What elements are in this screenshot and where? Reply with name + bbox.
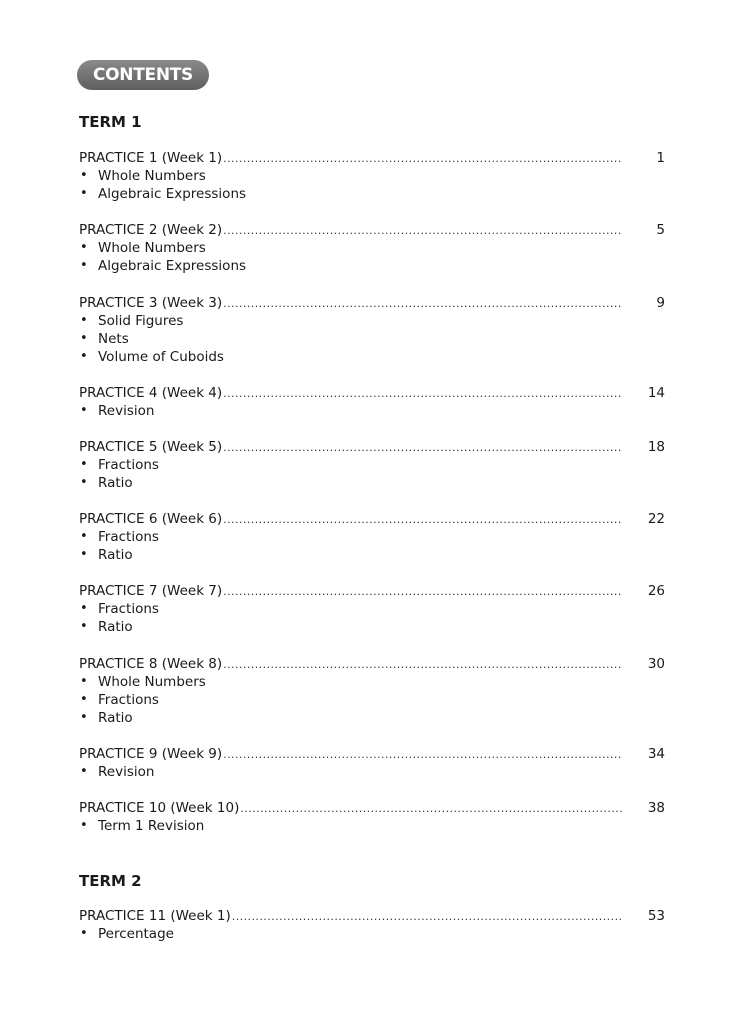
toc-entry-title: PRACTICE 3 (Week 3) — [79, 295, 223, 311]
topic-item: • Fractions — [80, 457, 159, 473]
toc-page-number: 53 — [647, 908, 665, 924]
toc-entry-line — [79, 655, 665, 673]
bullet-icon: • — [80, 529, 88, 544]
toc-entry — [79, 510, 665, 564]
topic-item: • Ratio — [80, 710, 133, 726]
toc-page-number: 5 — [656, 222, 665, 238]
bullet-icon: • — [80, 258, 88, 273]
topic-item: • Percentage — [80, 926, 174, 942]
bullet-icon: • — [80, 186, 88, 201]
topic-item: • Term 1 Revision — [80, 818, 205, 834]
topic-list — [79, 402, 665, 420]
toc-entry-line — [79, 582, 665, 600]
dot-leader — [240, 800, 623, 818]
toc-entry-line — [79, 149, 665, 167]
bullet-icon: • — [80, 710, 88, 725]
bullet-icon: • — [80, 457, 88, 472]
bullet-icon: • — [80, 601, 88, 616]
topic-item: • Ratio — [80, 619, 133, 635]
bullet-icon: • — [80, 168, 88, 183]
bullet-icon: • — [80, 619, 88, 634]
topic-list — [79, 763, 665, 781]
toc-entry-line — [79, 799, 665, 817]
bullet-icon: • — [80, 313, 88, 328]
dot-leader — [232, 908, 623, 926]
term-heading: TERM 2 — [79, 872, 142, 890]
bullet-icon: • — [80, 331, 88, 346]
topic-list — [79, 456, 665, 492]
toc-entry — [79, 384, 665, 420]
toc-entry-line — [79, 438, 665, 456]
topic-item: • Fractions — [80, 529, 159, 545]
topic-item: • Fractions — [80, 692, 159, 708]
toc-entry-line — [79, 907, 665, 925]
toc-entry-title: PRACTICE 1 (Week 1) — [79, 150, 223, 166]
dot-leader — [223, 385, 623, 403]
toc-page-number: 14 — [647, 385, 665, 401]
topic-item: • Whole Numbers — [80, 168, 206, 184]
topic-list — [79, 167, 665, 203]
toc-entry-title: PRACTICE 5 (Week 5) — [79, 439, 223, 455]
contents-title-badge: CONTENTS — [77, 60, 209, 90]
dot-leader — [223, 746, 623, 764]
topic-list — [79, 312, 665, 366]
topic-item: • Algebraic Expressions — [80, 258, 247, 274]
topic-list — [79, 817, 665, 835]
toc-page-number: 22 — [647, 511, 665, 527]
toc-entry-line — [79, 384, 665, 402]
dot-leader — [223, 583, 623, 601]
toc-entry-line — [79, 221, 665, 239]
toc-entry-title: PRACTICE 2 (Week 2) — [79, 222, 223, 238]
toc-entry — [79, 799, 665, 835]
toc-entry-title: PRACTICE 4 (Week 4) — [79, 385, 223, 401]
bullet-icon: • — [80, 764, 88, 779]
bullet-icon: • — [80, 674, 88, 689]
topic-item: • Nets — [80, 331, 129, 347]
topic-list — [79, 239, 665, 275]
dot-leader — [223, 511, 623, 529]
toc-page-number: 38 — [647, 800, 665, 816]
toc-entry-line — [79, 745, 665, 763]
topic-item: • Whole Numbers — [80, 674, 206, 690]
toc-entry — [79, 745, 665, 781]
bullet-icon: • — [80, 403, 88, 418]
toc-entry — [79, 149, 665, 203]
toc-page-number: 30 — [647, 656, 665, 672]
topic-item: • Whole Numbers — [80, 240, 206, 256]
toc-entry — [79, 221, 665, 275]
bullet-icon: • — [80, 240, 88, 255]
topic-item: • Revision — [80, 403, 155, 419]
topic-item: • Solid Figures — [80, 313, 184, 329]
topic-list — [79, 673, 665, 727]
term-heading: TERM 1 — [79, 113, 142, 131]
topic-item: • Ratio — [80, 547, 133, 563]
toc-entry-title: PRACTICE 11 (Week 1) — [79, 908, 231, 924]
topic-list — [79, 925, 665, 943]
toc-entry-title: PRACTICE 8 (Week 8) — [79, 656, 223, 672]
toc-entry — [79, 294, 665, 366]
topic-item: • Algebraic Expressions — [80, 186, 247, 202]
bullet-icon: • — [80, 818, 88, 833]
toc-entry-title: PRACTICE 6 (Week 6) — [79, 511, 223, 527]
toc-page-number: 1 — [656, 150, 665, 166]
toc-entry-title: PRACTICE 7 (Week 7) — [79, 583, 223, 599]
toc-entry — [79, 438, 665, 492]
topic-item: • Fractions — [80, 601, 159, 617]
toc-page-number: 34 — [647, 746, 665, 762]
toc-entry-title: PRACTICE 9 (Week 9) — [79, 746, 223, 762]
bullet-icon: • — [80, 692, 88, 707]
bullet-icon: • — [80, 926, 88, 941]
toc-page-number: 26 — [647, 583, 665, 599]
toc-entry — [79, 582, 665, 636]
topic-list — [79, 528, 665, 564]
toc-entry — [79, 907, 665, 943]
dot-leader — [223, 439, 623, 457]
toc-page-number: 18 — [647, 439, 665, 455]
bullet-icon: • — [80, 475, 88, 490]
topic-item: • Revision — [80, 764, 155, 780]
dot-leader — [223, 150, 623, 168]
toc-entry-line — [79, 510, 665, 528]
dot-leader — [223, 656, 623, 674]
dot-leader — [223, 295, 623, 313]
toc-entry-title: PRACTICE 10 (Week 10) — [79, 800, 240, 816]
dot-leader — [223, 222, 623, 240]
toc-entry-line — [79, 294, 665, 312]
toc-page-number: 9 — [656, 295, 665, 311]
toc-entry — [79, 655, 665, 727]
bullet-icon: • — [80, 349, 88, 364]
bullet-icon: • — [80, 547, 88, 562]
topic-item: • Volume of Cuboids — [80, 349, 224, 365]
topic-item: • Ratio — [80, 475, 133, 491]
topic-list — [79, 600, 665, 636]
